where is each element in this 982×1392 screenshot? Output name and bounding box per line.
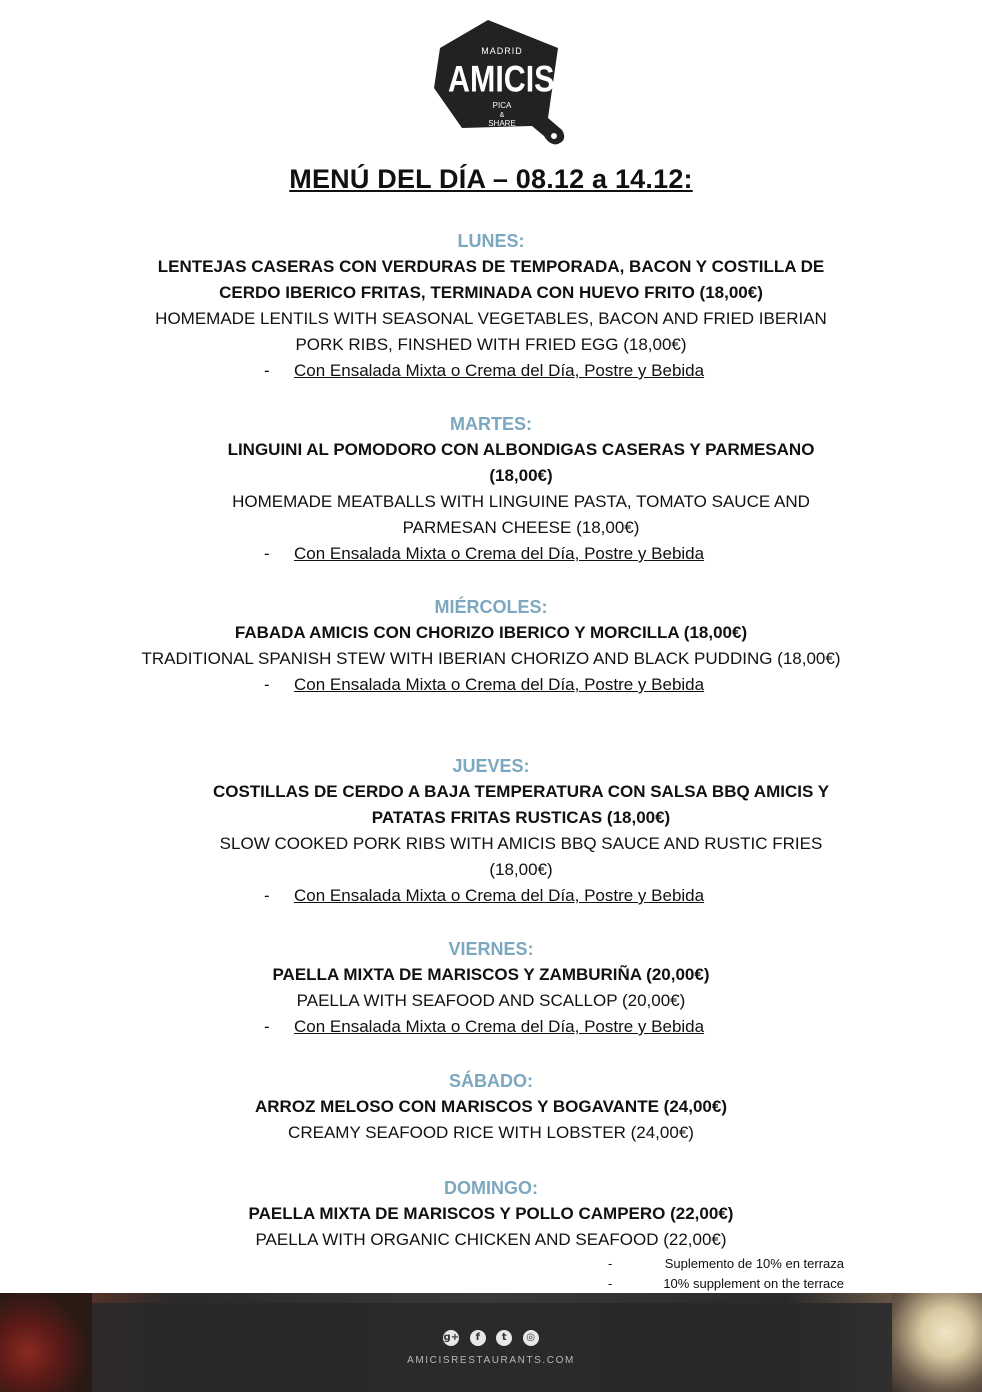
supplement-text: 10% supplement on the terrace — [663, 1276, 844, 1291]
dish-english: HOMEMADE MEATBALLS WITH LINGUINE PASTA, TOMATO SAUCE AND PARMESAN CHEESE (18,00€) — [232, 492, 810, 537]
day-name: DOMINGO: — [444, 1178, 538, 1198]
menu-note — [0, 672, 982, 698]
dish-spanish: PAELLA MIXTA DE MARISCOS Y POLLO CAMPERO (22,00€) — [248, 1204, 734, 1223]
amicis-logo — [430, 18, 580, 148]
supplement-text: Suplemento de 10% en terraza — [664, 1256, 844, 1271]
day-name: JUEVES: — [452, 756, 530, 776]
dish-english: PAELLA WITH ORGANIC CHICKEN AND SEAFOOD (22,00€) — [255, 1230, 727, 1249]
day-name: MIÉRCOLES: — [434, 597, 548, 617]
day-block-lunes — [0, 228, 982, 384]
menu-title: MENÚ DEL DÍA – 08.12 a 14.12: — [289, 164, 693, 194]
supplement-note-en — [0, 1274, 982, 1294]
footer-band — [92, 1303, 892, 1392]
instagram-icon[interactable]: ◎ — [523, 1330, 539, 1346]
note-text: Con Ensalada Mixta o Crema del Día, Postre y Bebida — [294, 675, 705, 694]
note-text: Con Ensalada Mixta o Crema del Día, Postre y Bebida — [294, 361, 705, 380]
dish-english: PAELLA WITH SEAFOOD AND SCALLOP (20,00€) — [296, 991, 686, 1010]
day-name: LUNES: — [457, 231, 525, 251]
dish-spanish: ARROZ MELOSO CON MARISCOS Y BOGAVANTE (24,00€) — [255, 1097, 727, 1116]
note-dash: - — [264, 886, 270, 905]
dish-english: TRADITIONAL SPANISH STEW WITH IBERIAN CHORIZO AND BLACK PUDDING (18,00€) — [141, 649, 841, 668]
dish-spanish: PAELLA MIXTA DE MARISCOS Y ZAMBURIÑA (20,00€) — [272, 965, 710, 984]
day-name: MARTES: — [450, 414, 532, 434]
menu-note — [0, 358, 982, 384]
logo-area — [0, 0, 982, 150]
dish-spanish: LENTEJAS CASERAS CON VERDURAS DE TEMPORADA, BACON Y COSTILLA DE CERDO IBERICO FRITAS, TERMINADA CON HUEVO FRITO (18,00€) — [157, 257, 825, 302]
logo-tag-share: SHARE — [488, 119, 516, 128]
day-block-miercoles — [0, 594, 982, 698]
logo-tag-pica: PICA — [492, 101, 512, 110]
menu-note — [0, 883, 982, 909]
note-dash: - — [264, 544, 270, 563]
note-dash: - — [264, 361, 270, 380]
supplement-dash: - — [608, 1276, 613, 1291]
note-dash: - — [264, 1017, 270, 1036]
note-text: Con Ensalada Mixta o Crema del Día, Postre y Bebida — [294, 1017, 705, 1036]
note-dash: - — [264, 675, 270, 694]
website-link[interactable]: AMICISRESTAURANTS.COM — [407, 1355, 575, 1366]
menu-note — [0, 541, 982, 567]
logo-tag-amp: & — [499, 112, 505, 119]
google-plus-icon[interactable]: g+ — [443, 1330, 459, 1346]
footer-banner — [0, 1293, 982, 1392]
social-links — [0, 1327, 982, 1346]
day-block-sabado — [0, 1068, 982, 1146]
supplement-dash: - — [608, 1256, 613, 1271]
day-name: VIERNES: — [448, 939, 534, 959]
twitter-icon[interactable]: t — [496, 1330, 512, 1346]
day-block-viernes — [0, 936, 982, 1040]
note-text: Con Ensalada Mixta o Crema del Día, Postre y Bebida — [294, 886, 705, 905]
dish-spanish: LINGUINI AL POMODORO CON ALBONDIGAS CASERAS Y PARMESANO (18,00€) — [227, 440, 815, 485]
supplement-note-es — [0, 1254, 982, 1274]
dish-english: SLOW COOKED PORK RIBS WITH AMICIS BBQ SAUCE AND RUSTIC FRIES (18,00€) — [219, 834, 823, 879]
menu-note — [0, 1014, 982, 1040]
dish-spanish: FABADA AMICIS CON CHORIZO IBERICO Y MORCILLA (18,00€) — [234, 623, 748, 642]
dish-english: HOMEMADE LENTILS WITH SEASONAL VEGETABLES, BACON AND FRIED IBERIAN PORK RIBS, FINSHED WITH FRIED EGG (18,00€) — [155, 309, 827, 354]
logo-city: MADRID — [481, 46, 523, 56]
day-block-jueves — [0, 753, 982, 909]
facebook-icon[interactable]: f — [470, 1330, 486, 1346]
logo-brand: AMICIS — [448, 58, 555, 101]
note-text: Con Ensalada Mixta o Crema del Día, Postre y Bebida — [294, 544, 705, 563]
dish-spanish: COSTILLAS DE CERDO A BAJA TEMPERATURA CON SALSA BBQ AMICIS Y PATATAS FRITAS RUSTICAS (18,00€) — [212, 782, 830, 827]
dish-english: CREAMY SEAFOOD RICE WITH LOBSTER (24,00€) — [288, 1123, 694, 1142]
day-name: SÁBADO: — [449, 1071, 533, 1091]
day-block-martes — [0, 411, 982, 567]
day-block-domingo — [0, 1175, 982, 1253]
